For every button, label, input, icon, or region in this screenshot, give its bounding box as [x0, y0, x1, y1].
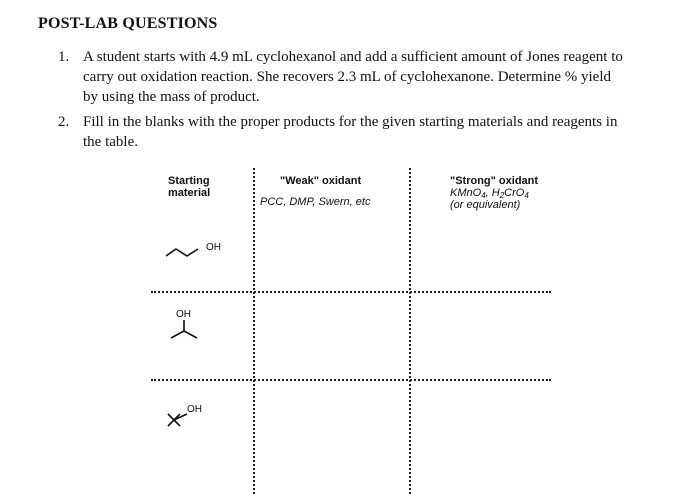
oh-label: OH [206, 242, 221, 253]
question-1-line: carry out oxidation reaction. She recovers 2.3 mL of cyclohexanone. Determine % yield [83, 69, 612, 85]
tert-butanol-skeleton-icon [162, 398, 222, 430]
reagent-subscript: 4 [524, 191, 529, 200]
header-weak-reagents: PCC, DMP, Swern, etc [260, 196, 371, 208]
header-starting-line: Starting [168, 175, 210, 187]
header-starting-material [168, 175, 210, 199]
column-divider-1 [253, 168, 255, 494]
question-1-line: A student starts with 4.9 mL cyclohexanol and add a sufficient amount of Jones reagent to [83, 49, 623, 65]
reagent-subscript: 4 [481, 191, 486, 200]
reagent-subscript: 2 [499, 191, 505, 200]
header-strong-title: "Strong" oxidant [450, 175, 539, 187]
reagent-kmno: KMnO [450, 187, 482, 199]
structure-1-propanol [160, 234, 240, 270]
column-divider-2 [409, 168, 411, 494]
question-2-line: Fill in the blanks with the proper products for the given starting materials and reagents in [83, 114, 618, 130]
header-strong-oxidant [450, 175, 538, 211]
header-strong-reagents [450, 187, 538, 199]
row-divider-2 [151, 379, 551, 381]
reagent-cro: CrO [504, 187, 525, 199]
header-weak-title: "Weak" oxidant [280, 175, 362, 187]
page-heading: POST-LAB QUESTIONS [38, 15, 218, 32]
structure-tert-butanol [162, 398, 222, 430]
oh-label: OH [187, 404, 202, 415]
question-2-text [83, 112, 683, 152]
row-divider-1 [151, 291, 551, 293]
isopropanol-skeleton-icon [165, 305, 215, 347]
question-1-line: by using the mass of product. [83, 89, 260, 105]
oh-label: OH [176, 309, 191, 320]
question-2-number: 2. [58, 114, 70, 130]
question-1-number: 1. [58, 49, 70, 65]
reagent-separator: , H [485, 187, 500, 199]
question-1-text [83, 47, 683, 107]
structure-2-propanol [165, 305, 215, 347]
propanol-skeleton-icon [160, 234, 240, 270]
header-starting-line: material [168, 187, 211, 199]
header-strong-note: (or equivalent) [450, 199, 521, 211]
question-2-line: the table. [83, 134, 138, 150]
